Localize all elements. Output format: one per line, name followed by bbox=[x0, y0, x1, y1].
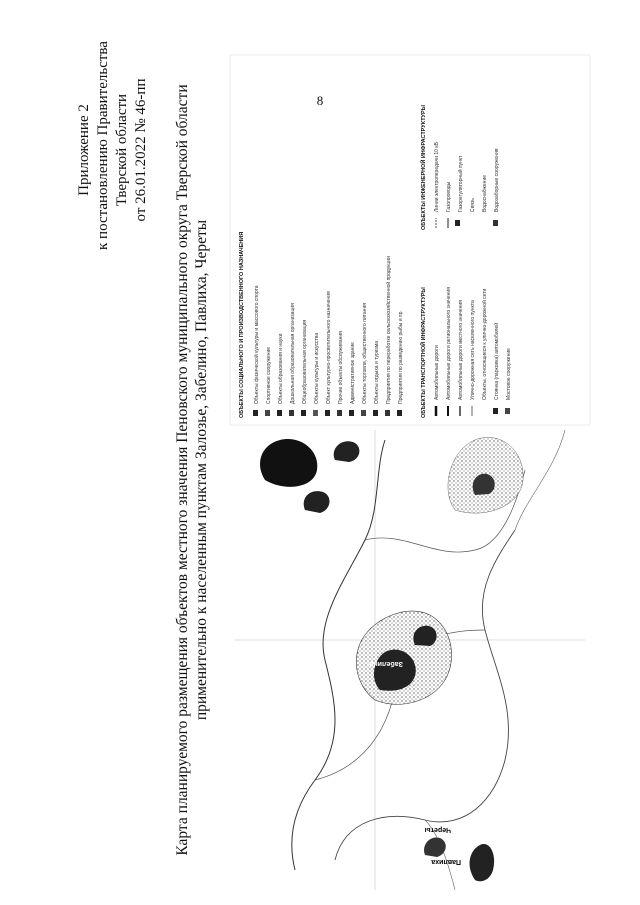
legend-item: Прочие объекты обслуживания bbox=[338, 331, 344, 404]
map-title bbox=[173, 50, 211, 890]
legend bbox=[230, 55, 590, 425]
legend-item: Спортивное сооружение bbox=[266, 346, 272, 404]
landscape-sheet bbox=[75, 41, 595, 890]
legend-heading-social: ОБЪЕКТЫ СОЦИАЛЬНОГО И ПРОИЗВОДСТВЕННОГО НАЗНАЧЕНИЯ bbox=[239, 231, 245, 418]
annex-line-3: Тверской области bbox=[114, 93, 130, 207]
place-label-zabelino: Забелино bbox=[369, 660, 403, 667]
legend-symbol bbox=[385, 410, 390, 416]
legend-symbol bbox=[397, 410, 402, 416]
legend-item: Автомобильные дороги регионального значения bbox=[446, 287, 452, 400]
legend-symbol bbox=[373, 410, 378, 416]
legend-symbol bbox=[493, 408, 498, 414]
legend-symbol bbox=[277, 410, 282, 416]
place-label-pavliha: Павлиха bbox=[431, 858, 461, 865]
legend-symbol bbox=[325, 410, 330, 416]
place-label-chereti: Череты bbox=[424, 826, 451, 833]
legend-item: Объекты отдыха и туризма bbox=[374, 341, 380, 404]
map-title-line-1: Карта планируемого размещения объектов местного значения Пеновского муниципального округа Тверской области bbox=[174, 84, 191, 856]
legend-item: Водоснабжение bbox=[482, 174, 488, 212]
legend-symbol bbox=[493, 220, 498, 226]
map-svg bbox=[225, 50, 595, 890]
settlement-north-part bbox=[304, 491, 330, 513]
legend-social-list bbox=[253, 256, 404, 416]
legend-item: Дошкольная образовательная организация bbox=[290, 303, 296, 404]
legend-symbol bbox=[265, 410, 270, 416]
legend-item: Объекты культуры и искусства bbox=[314, 332, 320, 404]
legend-item: Улично-дорожная сеть населенного пункта bbox=[470, 300, 476, 400]
legend-item: Административное здание bbox=[350, 342, 356, 404]
legend-heading-engineering: ОБЪЕКТЫ ИНЖЕНЕРНОЙ ИНФРАСТРУКТУРЫ bbox=[421, 104, 427, 230]
legend-item: Объекты, относящиеся к улично-дорожной сети bbox=[482, 288, 488, 400]
legend-symbol bbox=[301, 410, 306, 416]
legend-transport-list bbox=[434, 287, 512, 416]
legend-item: Стоянка (парковка) автомобилей bbox=[494, 322, 500, 400]
legend-item: Автомобильные дороги местного значения bbox=[458, 300, 464, 400]
legend-item: Мостовое сооружение bbox=[506, 348, 512, 400]
legend-item: Объекты физической культуры и массового спорта bbox=[254, 285, 260, 404]
annex-header bbox=[75, 41, 151, 250]
legend-item: Объект культурно-просветительного назначения bbox=[326, 291, 332, 404]
legend-frame bbox=[230, 55, 590, 425]
map-drawing bbox=[235, 430, 585, 890]
legend-item: Газопроводы bbox=[446, 181, 452, 212]
legend-symbol bbox=[349, 410, 354, 416]
legend-symbol bbox=[361, 410, 366, 416]
legend-symbol bbox=[455, 220, 460, 226]
annex-line-1: Приложение 2 bbox=[76, 104, 92, 196]
settlement-pavliha bbox=[470, 844, 495, 881]
legend-item: Газорегуляторный пункт bbox=[458, 155, 464, 212]
map-area bbox=[225, 50, 595, 890]
legend-item: Автомобильные дороги bbox=[434, 345, 440, 400]
legend-item: Предприятия по разведению рыбы и пр. bbox=[398, 310, 404, 404]
annex-line-2: к постановлению Правительства bbox=[95, 41, 111, 250]
settlement-chereti bbox=[424, 837, 446, 857]
legend-item: Общеобразовательная организация bbox=[302, 319, 308, 404]
legend-item: Связь bbox=[470, 198, 476, 212]
legend-item: Предприятия по переработке сельскохозяйственной продукции bbox=[386, 256, 392, 404]
legend-symbol bbox=[313, 410, 318, 416]
settlement-north bbox=[260, 439, 317, 487]
page-number: 8 bbox=[316, 93, 324, 108]
legend-heading-transport: ОБЪЕКТЫ ТРАНСПОРТНОЙ ИНФРАСТРУКТУРЫ bbox=[421, 287, 427, 418]
legend-engineering-list bbox=[434, 142, 500, 228]
legend-symbol bbox=[505, 408, 510, 414]
legend-item: Объекты торговли, общественного питания bbox=[362, 303, 368, 404]
legend-item: Линии электропередачи 10 кВ bbox=[434, 142, 440, 212]
map-title-line-2: применительно к населенным пунктам Залозье, Забелино, Павлиха, Череты bbox=[193, 219, 210, 721]
annex-line-4: от 26.01.2022 № 46-пп bbox=[133, 78, 149, 222]
legend-symbol bbox=[289, 410, 294, 416]
settlement-north-part bbox=[334, 441, 360, 462]
legend-symbol bbox=[253, 410, 258, 416]
legend-item: Объекты образования и науки bbox=[278, 333, 284, 404]
legend-item: Водозаборные сооружения bbox=[494, 148, 500, 212]
legend-symbol bbox=[337, 410, 342, 416]
